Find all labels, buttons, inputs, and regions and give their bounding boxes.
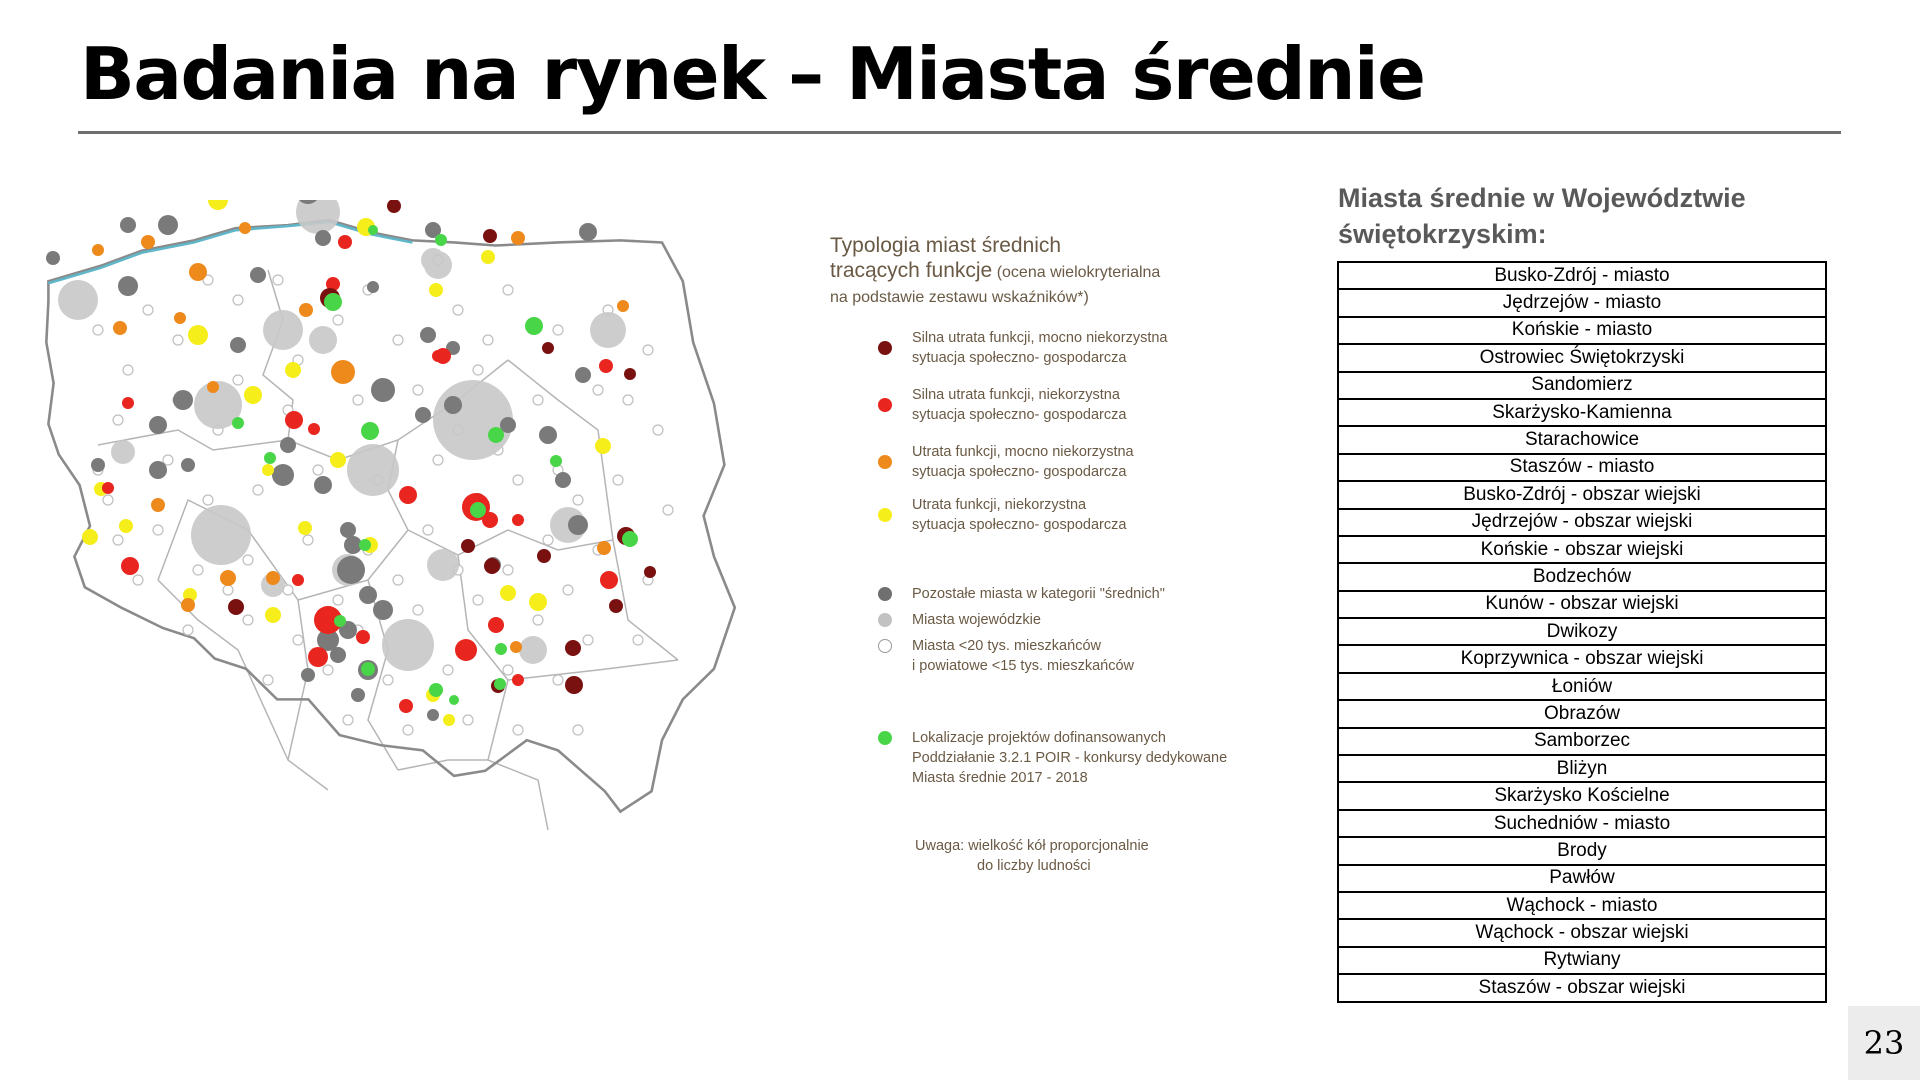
table-row (1338, 618, 1826, 645)
table-cell: Bodzechów (1338, 563, 1826, 590)
table-row (1338, 919, 1826, 946)
table-cell: Rytwiany (1338, 947, 1826, 974)
table-cell: Samborzec (1338, 728, 1826, 755)
green-dot-icon (878, 731, 892, 745)
table-row (1338, 645, 1826, 672)
table-row (1338, 810, 1826, 837)
white-dot-icon (878, 639, 892, 653)
medium-cities-table (1337, 261, 1827, 1003)
table-cell: Wąchock - miasto (1338, 892, 1826, 919)
green-project-location-circles (232, 225, 638, 705)
dark-red-dot-icon (878, 341, 892, 355)
table-cell: Dwikozy (1338, 618, 1826, 645)
red-dot-icon (878, 398, 892, 412)
table-row (1338, 865, 1826, 892)
table-row (1338, 755, 1826, 782)
table-row (1338, 262, 1826, 289)
table-row (1338, 782, 1826, 809)
table-cell: Staszów - obszar wiejski (1338, 974, 1826, 1001)
table-cell: Skarżysko Kościelne (1338, 782, 1826, 809)
table-cell: Końskie - obszar wiejski (1338, 536, 1826, 563)
table-cell: Suchedniów - miasto (1338, 810, 1826, 837)
table-cell: Kunów - obszar wiejski (1338, 591, 1826, 618)
table-row (1338, 536, 1826, 563)
table-row (1338, 399, 1826, 426)
list-title: Miasta średnie w Województwie świętokrzyskim: (1338, 183, 1746, 249)
table-row (1338, 974, 1826, 1001)
light-gray-dot-icon (878, 613, 892, 627)
table-cell: Skarżysko-Kamienna (1338, 399, 1826, 426)
table-row (1338, 481, 1826, 508)
table-cell: Bliżyn (1338, 755, 1826, 782)
page-number: 23 (1848, 1006, 1920, 1080)
table-cell: Łoniów (1338, 673, 1826, 700)
table-row (1338, 509, 1826, 536)
table-row (1338, 426, 1826, 453)
table-cell: Jędrzejów - miasto (1338, 289, 1826, 316)
table-row (1338, 837, 1826, 864)
table-row (1338, 372, 1826, 399)
table-row (1338, 317, 1826, 344)
table-row (1338, 454, 1826, 481)
table-cell: Jędrzejów - obszar wiejski (1338, 509, 1826, 536)
white-small-town-circles (93, 255, 673, 735)
title-underline (78, 131, 1841, 134)
table-cell: Busko-Zdrój - miasto (1338, 262, 1826, 289)
slide-title: Badania na rynek – Miasta średnie (80, 32, 1425, 116)
table-row (1338, 591, 1826, 618)
table-row (1338, 947, 1826, 974)
table-cell: Pawłów (1338, 865, 1826, 892)
table-cell: Końskie - miasto (1338, 317, 1826, 344)
dark-gray-dot-icon (878, 587, 892, 601)
table-cell: Staszów - miasto (1338, 454, 1826, 481)
legend-title-line-1: Typologia miast średnich (830, 234, 1062, 257)
table-cell: Ostrowiec Świętokrzyski (1338, 344, 1826, 371)
table-row (1338, 673, 1826, 700)
table-row (1338, 344, 1826, 371)
table-cell: Koprzywnica - obszar wiejski (1338, 645, 1826, 672)
legend-title-line-3: na podstawie zestawu wskaźników*) (830, 289, 1089, 306)
table-cell: Busko-Zdrój - obszar wiejski (1338, 481, 1826, 508)
table-row (1338, 700, 1826, 727)
table-cell: Obrazów (1338, 700, 1826, 727)
table-cell: Wąchock - obszar wiejski (1338, 919, 1826, 946)
table-row (1338, 892, 1826, 919)
table-cell: Brody (1338, 837, 1826, 864)
table-cell: Starachowice (1338, 426, 1826, 453)
table-row (1338, 728, 1826, 755)
legend-title-line-2: tracących funkcje (ocena wielokryterialna (830, 259, 1161, 282)
orange-dot-icon (878, 455, 892, 469)
map-of-poland (38, 200, 828, 940)
yellow-dot-icon (878, 508, 892, 522)
table-row (1338, 563, 1826, 590)
table-cell: Sandomierz (1338, 372, 1826, 399)
table-row (1338, 289, 1826, 316)
map-legend-title (830, 233, 1260, 310)
